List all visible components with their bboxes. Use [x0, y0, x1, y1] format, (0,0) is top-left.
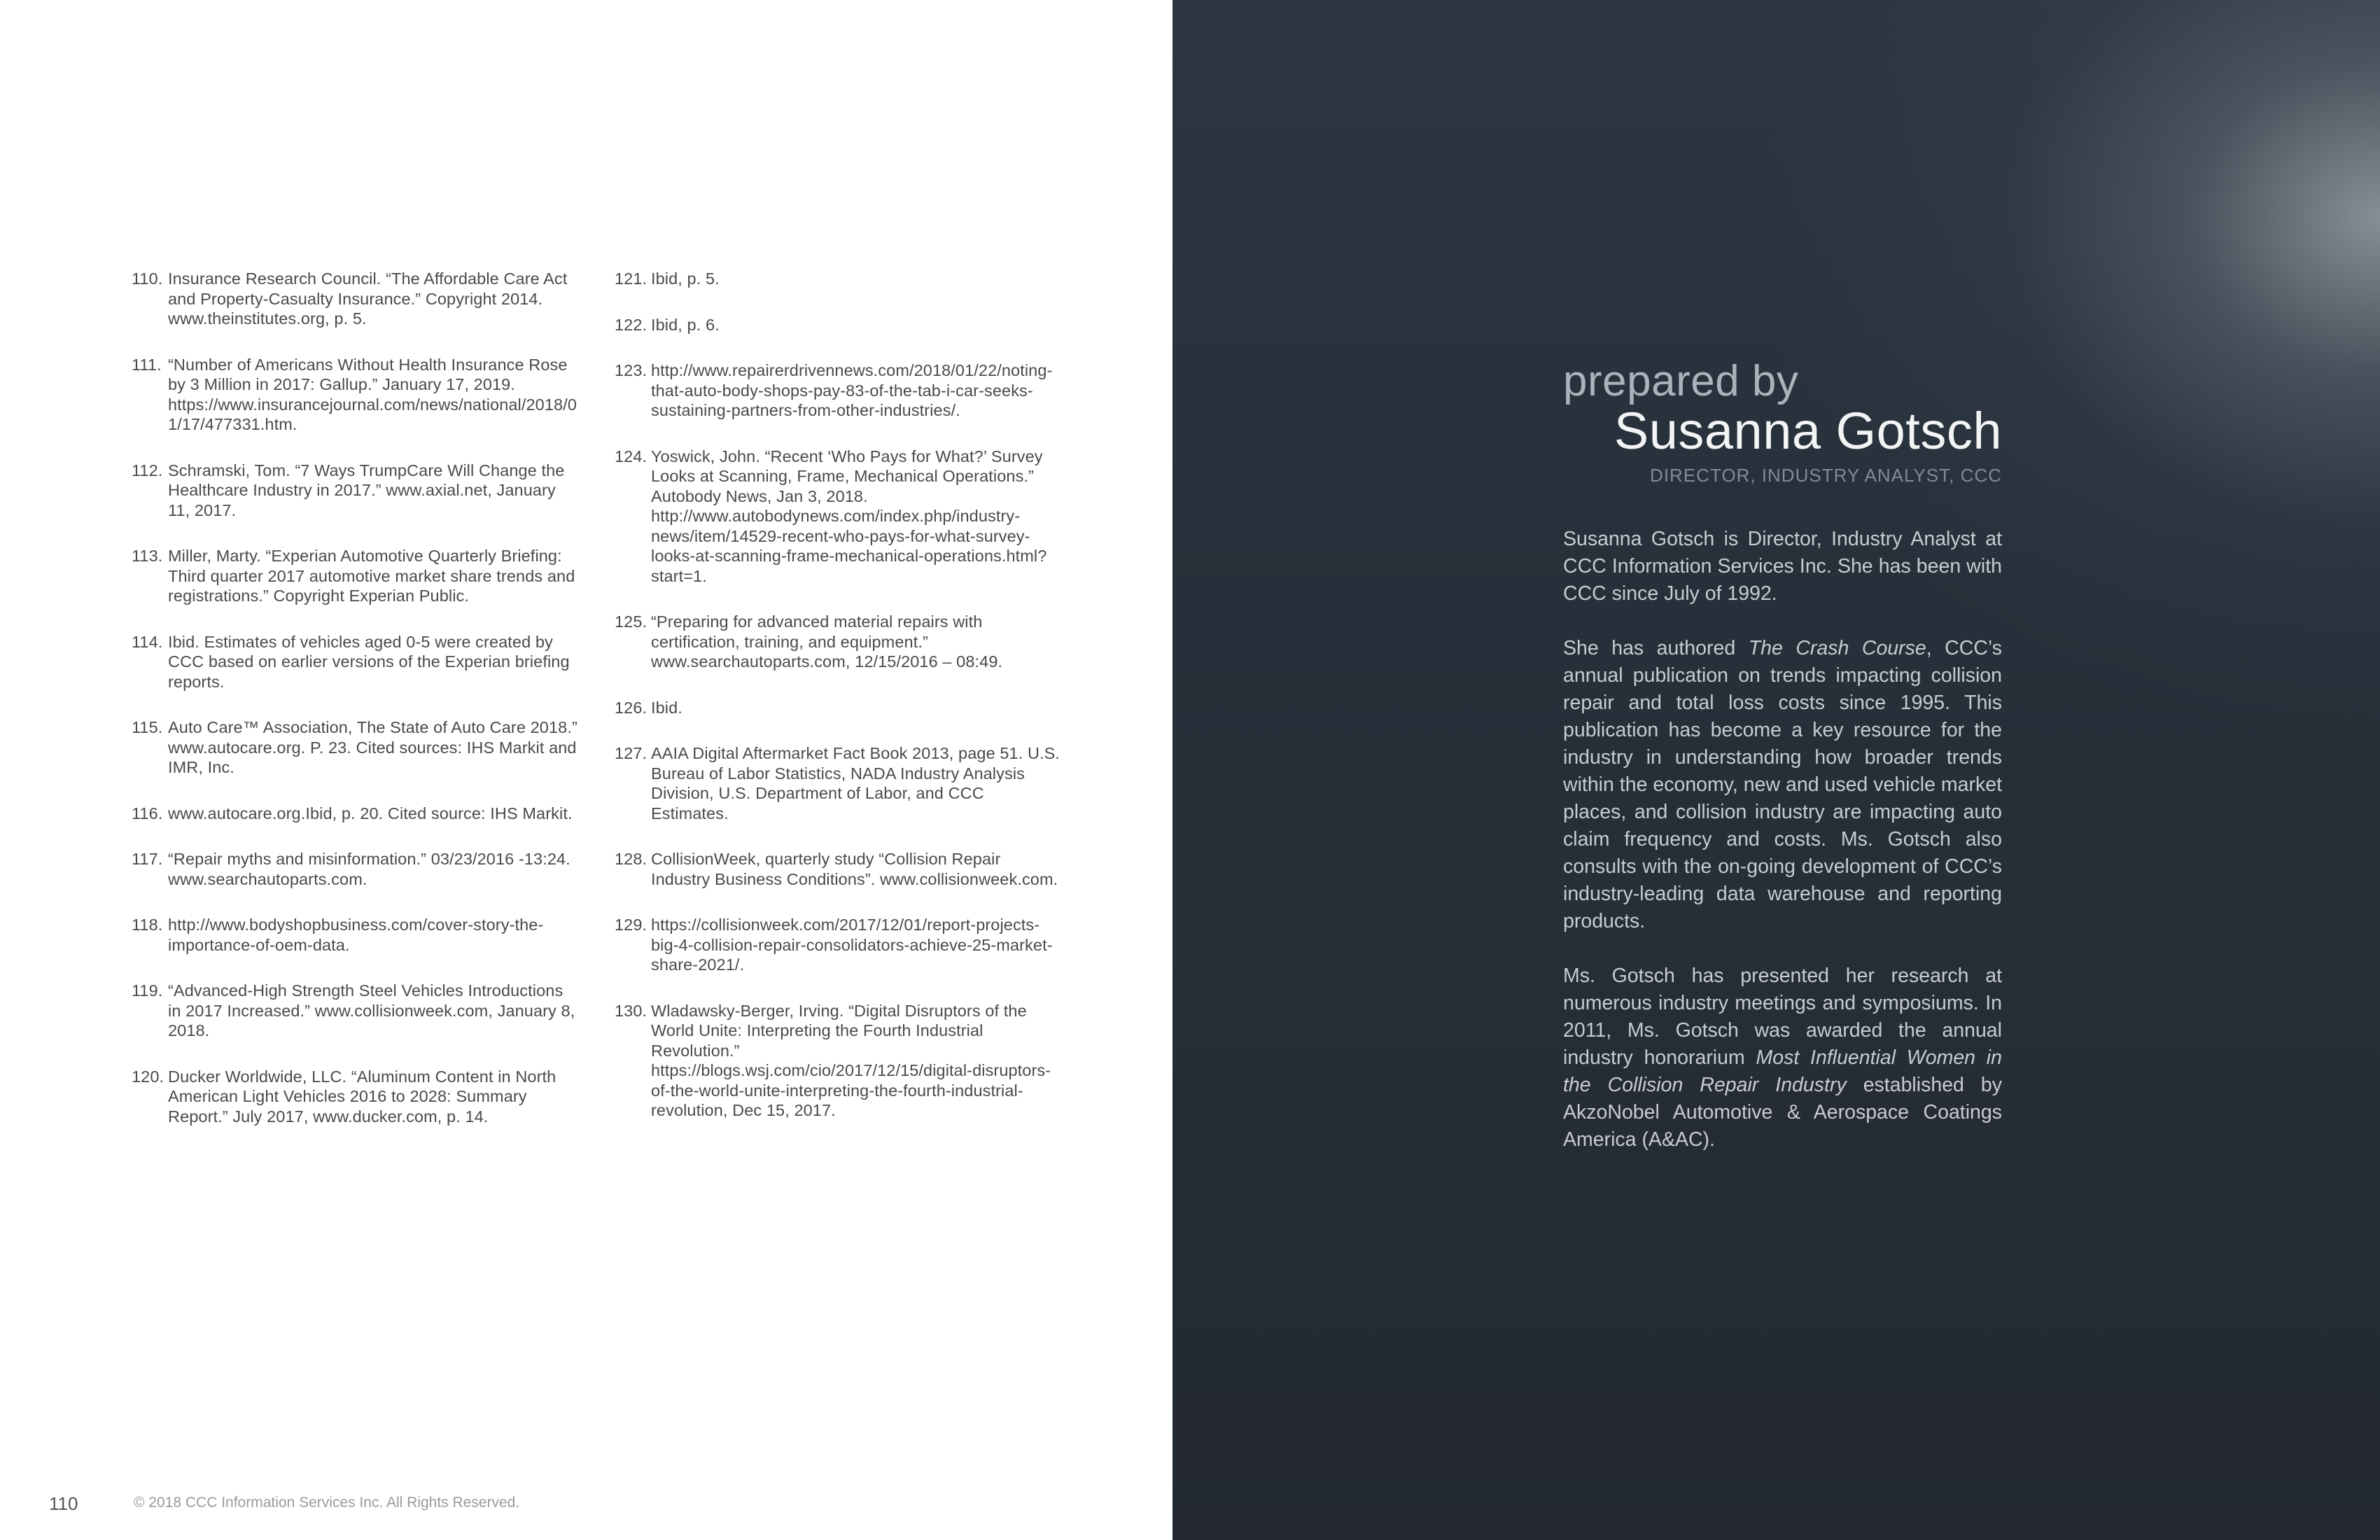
- endnote-item: [615, 269, 1063, 289]
- endnote-item: [132, 632, 580, 692]
- endnote-number: 130.: [615, 1001, 648, 1020]
- endnote-item: [132, 981, 580, 1041]
- endnote-number: 125.: [615, 612, 648, 631]
- bio-paragraph-2: [1563, 635, 2002, 935]
- endnote-number: 115.: [132, 718, 163, 736]
- endnote-item: [132, 718, 580, 778]
- author-bio-block: [1563, 357, 2002, 1181]
- bio-text: , CCC’s annual publication on trends impacting collision repair and total loss costs since 1995. This publication has become a key resource for the industry in understanding how broader trends within the economy, new and used vehicle market places, and collision industry are impacting auto claim frequency and costs. Ms. Gotsch also consults with the on-going development of CCC’s industry-leading data warehouse and reporting products.: [1563, 637, 2002, 932]
- endnote-item: [132, 1067, 580, 1127]
- endnote-item: [132, 849, 580, 889]
- copyright-notice: © 2018 CCC Information Services Inc. All Rights Reserved.: [134, 1494, 520, 1511]
- endnote-item: [615, 915, 1063, 975]
- endnote-number: 120.: [132, 1067, 164, 1086]
- endnote-number: 116.: [132, 804, 163, 822]
- endnote-number: 118.: [132, 916, 163, 934]
- endnote-text: http://www.bodyshopbusiness.com/cover-story-the-importance-of-oem-data.: [168, 916, 544, 954]
- endnote-item: [615, 612, 1063, 672]
- endnote-text: Ibid. Estimates of vehicles aged 0-5 were created by CCC based on earlier versions of the Experian briefing reports.: [168, 632, 570, 691]
- endnote-number: 126.: [615, 698, 648, 717]
- award-title: Most Influential Women in the Collision Repair Industry: [1563, 1046, 2002, 1096]
- endnote-item: [132, 804, 580, 824]
- endnote-text: Ibid, p. 6.: [651, 315, 720, 334]
- author-page: [1172, 0, 2380, 1540]
- page-number: 110: [49, 1493, 78, 1514]
- endnote-item: [615, 315, 1063, 335]
- endnotes-page: [0, 0, 1172, 1540]
- endnote-number: 127.: [615, 744, 648, 762]
- endnote-text: CollisionWeek, quarterly study “Collision Repair Industry Business Conditions”. www.collisionweek.com.: [651, 850, 1058, 888]
- author-title: DIRECTOR, INDUSTRY ANALYST, CCC: [1650, 465, 2002, 486]
- endnote-text: Schramski, Tom. “7 Ways TrumpCare Will Change the Healthcare Industry in 2017.” www.axial.net, January 11, 2017.: [168, 461, 565, 519]
- endnote-text: Auto Care™ Association, The State of Auto Care 2018.” www.autocare.org. P. 23. Cited sources: IHS Markit and IMR, Inc.: [168, 718, 578, 776]
- prepared-by-label: prepared by: [1563, 357, 1799, 405]
- endnote-text: Insurance Research Council. “The Affordable Care Act and Property-Casualty Insurance.” Copyright 2014. www.theinstitutes.org, p. 5.: [168, 270, 568, 328]
- endnote-text: http://www.repairerdrivennews.com/2018/01/22/noting-that-auto-body-shops-pay-83-of-the-tab-i-car-seeks-sustaining-partners-from-other-industries/.: [651, 361, 1053, 419]
- endnote-number: 117.: [132, 850, 163, 868]
- endnote-text: Wladawsky-Berger, Irving. “Digital Disruptors of the World Unite: Interpreting the Fourth Industrial Revolution.” https://blogs.wsj.com/cio/2017/12/15/digital-disruptors-of-the-world-unite-interpreting-the-fourth-industrial-revolution, Dec 15, 2017.: [651, 1001, 1051, 1119]
- endnote-text: Ibid.: [651, 698, 682, 717]
- endnote-item: [132, 269, 580, 329]
- endnote-item: [615, 1001, 1063, 1121]
- bio-text: established by AkzoNobel Automotive & Aerospace Coatings America (A&AC).: [1563, 1074, 2003, 1151]
- endnote-text: “Advanced-High Strength Steel Vehicles Introductions in 2017 Increased.” www.collisionweek.com, January 8, 2018.: [168, 981, 575, 1040]
- bio-paragraph-1: Susanna Gotsch is Director, Industry Analyst at CCC Information Services Inc. She has been with CCC since July of 1992.: [1563, 528, 2002, 605]
- endnote-number: 112.: [132, 461, 163, 479]
- endnote-number: 110.: [132, 270, 163, 288]
- endnote-text: www.autocare.org.Ibid, p. 20. Cited source: IHS Markit.: [168, 804, 573, 822]
- endnote-item: [615, 743, 1063, 823]
- endnote-number: 114.: [132, 632, 163, 651]
- endnote-number: 128.: [615, 850, 648, 868]
- endnote-item: [615, 849, 1063, 889]
- endnote-number: 123.: [615, 361, 648, 379]
- endnote-number: 129.: [615, 916, 648, 934]
- bio-text: She has authored: [1563, 637, 1749, 659]
- author-name: Susanna Gotsch: [1614, 402, 2002, 460]
- endnote-item: [615, 698, 1063, 718]
- endnote-number: 121.: [615, 270, 648, 288]
- endnotes-column-right: [615, 269, 1063, 1147]
- endnote-text: Yoswick, John. “Recent ‘Who Pays for What?’ Survey Looks at Scanning, Frame, Mechanical Operations.” Autobody News, Jan 3, 2018. http://www.autobodynews.com/index.php/industry-news/item/14529-recent-who-pays-for-what-survey-looks-at-scanning-frame-mechanical-operations.html?start=1.: [651, 447, 1047, 585]
- endnote-item: [615, 447, 1063, 587]
- endnote-text: Ibid, p. 5.: [651, 270, 720, 288]
- endnote-number: 119.: [132, 981, 163, 1000]
- bio-paragraph-3: [1563, 962, 2002, 1154]
- endnote-item: [132, 915, 580, 955]
- endnote-number: 111.: [132, 355, 162, 374]
- endnote-text: “Preparing for advanced material repairs with certification, training, and equipment.” www.searchautoparts.com, 12/15/2016 – 08:49.: [651, 612, 1003, 671]
- endnote-text: AAIA Digital Aftermarket Fact Book 2013, page 51. U.S. Bureau of Labor Statistics, NADA Industry Analysis Division, U.S. Department of Labor, and CCC Estimates.: [651, 744, 1060, 822]
- endnotes-column-left: [132, 269, 580, 1152]
- endnote-item: [615, 360, 1063, 421]
- endnote-item: [132, 461, 580, 521]
- publication-title: The Crash Course: [1748, 637, 1926, 659]
- endnote-text: “Number of Americans Without Health Insurance Rose by 3 Million in 2017: Gallup.” January 17, 2019. https://www.insurancejournal.com/news/national/2018/01/17/477331.htm.: [168, 355, 577, 433]
- endnote-text: Miller, Marty. “Experian Automotive Quarterly Briefing: Third quarter 2017 automotive market share trends and registrations.” Copyright Experian Public.: [168, 547, 575, 605]
- endnote-number: 113.: [132, 547, 163, 565]
- bio-text: Ms. Gotsch has presented her research at numerous industry meetings and symposiums. In 2011, Ms. Gotsch was awarded the annual industry honorarium: [1563, 965, 2002, 1069]
- endnote-item: [132, 355, 580, 435]
- endnote-text: Ducker Worldwide, LLC. “Aluminum Content in North American Light Vehicles 2016 to 2028: Summary Report.” July 2017, www.ducker.com, p. 14.: [168, 1067, 556, 1126]
- endnote-number: 124.: [615, 447, 648, 465]
- endnote-item: [132, 546, 580, 606]
- endnote-number: 122.: [615, 315, 648, 334]
- endnote-text: https://collisionweek.com/2017/12/01/report-projects-big-4-collision-repair-consolidators-achieve-25-market-share-2021/.: [651, 916, 1053, 974]
- endnote-text: “Repair myths and misinformation.” 03/23/2016 -13:24. www.searchautoparts.com.: [168, 850, 570, 888]
